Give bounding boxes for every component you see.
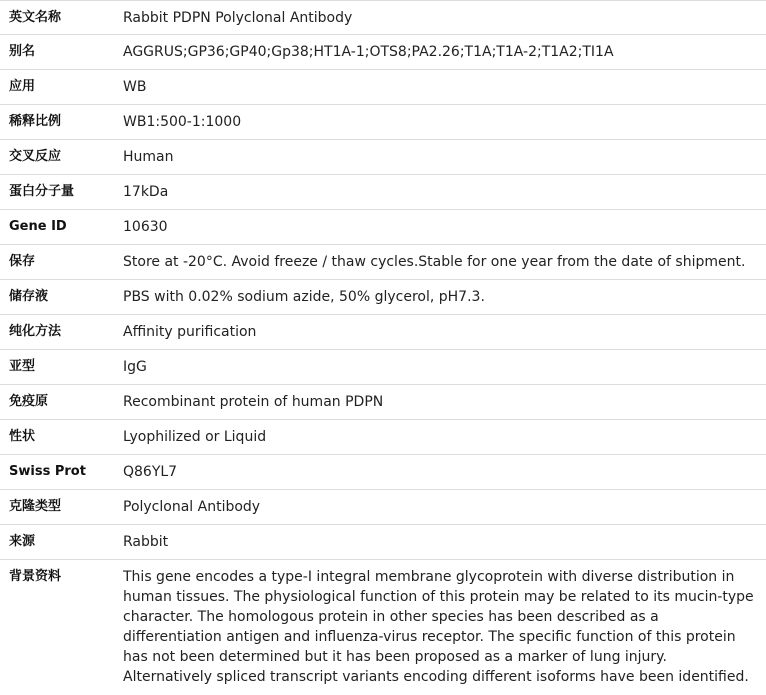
spec-row-host — [0, 525, 766, 560]
spec-label: 纯化方法 — [9, 324, 62, 339]
spec-row-clonality — [0, 490, 766, 525]
spec-label: 性状 — [9, 429, 36, 444]
spec-value: Lyophilized or Liquid — [123, 429, 267, 445]
spec-value: IgG — [123, 359, 147, 375]
spec-label: 蛋白分子量 — [9, 184, 75, 199]
spec-row-buffer — [0, 280, 766, 315]
spec-value: WB1:500-1:1000 — [123, 114, 242, 130]
spec-value: 10630 — [123, 219, 168, 235]
spec-label: 来源 — [9, 534, 36, 549]
spec-label: Gene ID — [9, 219, 67, 234]
spec-value: Rabbit PDPN Polyclonal Antibody — [123, 10, 353, 26]
spec-row-reactivity — [0, 140, 766, 175]
spec-label: 免疫原 — [9, 394, 49, 409]
spec-label: 储存液 — [9, 289, 49, 304]
spec-row-application — [0, 70, 766, 105]
spec-label: 亚型 — [9, 359, 36, 374]
spec-value: AGGRUS;GP36;GP40;Gp38;HT1A-1;OTS8;PA2.26;T1A;T1A-2;T1A2;TI1A — [123, 44, 614, 60]
spec-value: Polyclonal Antibody — [123, 499, 261, 515]
spec-label: 克隆类型 — [9, 499, 62, 514]
spec-value: Store at -20°C. Avoid freeze / thaw cycles.Stable for one year from the date of shipment. — [123, 254, 746, 270]
spec-row-isotype — [0, 350, 766, 385]
spec-row-gene-id — [0, 210, 766, 245]
spec-value: Q86YL7 — [123, 464, 178, 480]
spec-label: 背景资料 — [9, 569, 62, 584]
spec-value: WB — [123, 79, 147, 95]
spec-row-immunogen — [0, 385, 766, 420]
spec-row-dilution — [0, 105, 766, 140]
spec-row-aliases — [0, 35, 766, 70]
spec-label: 别名 — [9, 44, 36, 59]
spec-value: This gene encodes a type-I integral membrane glycoprotein with diverse distribution in human tissues. The physiological function of this protein may be related to its mucin-type character. The homologous protein in other species has been described as a differentiation antigen and influenza-virus receptor. The specific function of this protein has not been determined but it has been proposed as a marker of lung injury. Alternatively spliced transcript variants encoding different isoforms have been identified. — [123, 569, 754, 685]
spec-value: Rabbit — [123, 534, 169, 550]
spec-label: Swiss Prot — [9, 464, 86, 479]
spec-value: Human — [123, 149, 174, 165]
spec-label: 保存 — [9, 254, 36, 269]
spec-label: 稀释比例 — [9, 114, 62, 129]
spec-row-molecular-weight — [0, 175, 766, 210]
spec-row-english-name — [0, 1, 766, 35]
spec-label: 应用 — [9, 79, 36, 94]
spec-label: 交叉反应 — [9, 149, 62, 164]
spec-row-form — [0, 420, 766, 455]
spec-row-background — [0, 560, 766, 693]
spec-value: 17kDa — [123, 184, 169, 200]
spec-label: 英文名称 — [9, 10, 62, 25]
spec-value: PBS with 0.02% sodium azide, 50% glycerol, pH7.3. — [123, 289, 485, 305]
spec-value: Recombinant protein of human PDPN — [123, 394, 384, 410]
spec-value: Affinity purification — [123, 324, 257, 340]
spec-row-purification — [0, 315, 766, 350]
spec-row-storage — [0, 245, 766, 280]
spec-row-swiss-prot — [0, 455, 766, 490]
